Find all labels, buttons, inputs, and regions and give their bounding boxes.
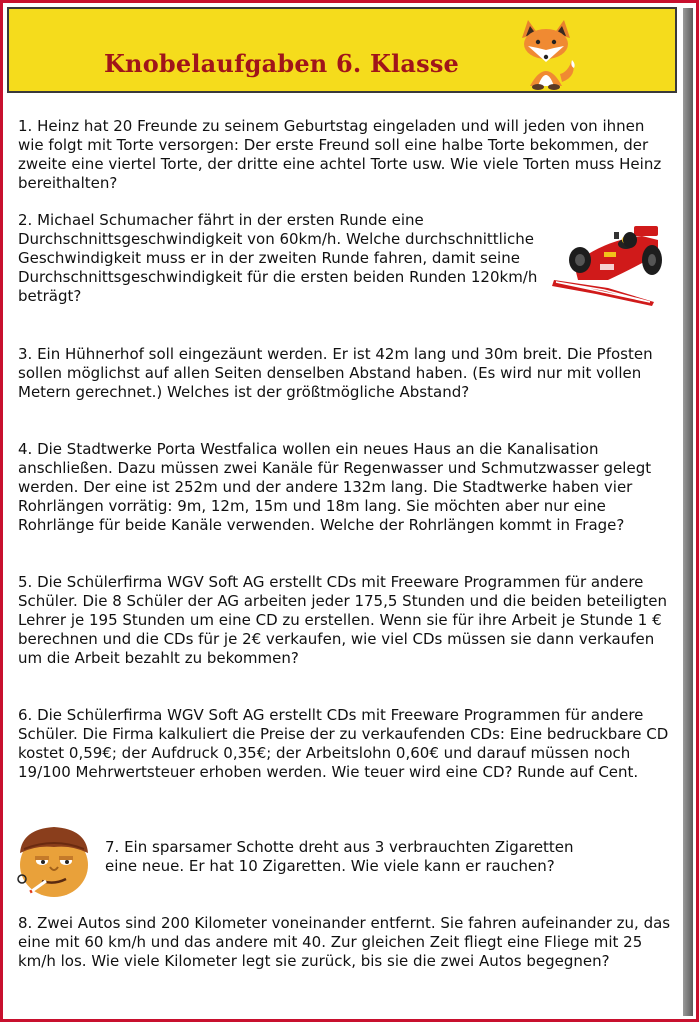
task-5: 5. Die Schülerfirma WGV Soft AG erstellt CDs mit Freeware Programmen für andere Schüler. Die 8 Schüler der AG arbeiten jeder 175,5 Stunden und die beiden beteiligten Lehrer je 195 Stunden um eine CD zu erstellen. Wenn sie für ihre Arbeit je Stunde 1 € berechnen und die CDs für je 2€ verkaufen, wie viel CDs müssen sie dann verkaufen um die Arbeit bezahlt zu bekommen? <box>18 573 668 667</box>
smoking-man-icon <box>12 823 96 901</box>
task-2: 2. Michael Schumacher fährt in der ersten Runde eine Durchschnittsgeschwindigkeit von 60km/h. Welche durchschnittliche Geschwindigkeit muss er in der zweiten Runde fahren, damit seine Durchschnittsgeschwindigkeit für die ersten beiden Runden 120km/h beträgt? <box>18 211 538 305</box>
task-8: 8. Zwei Autos sind 200 Kilometer voneinander entfernt. Sie fahren aufeinander zu, das eine mit 60 km/h und das andere mit 40. Zur gleichen Zeit fliegt eine Fliege mit 25 km/h los. Wie viele Kilometer legt sie zurück, bis sie die zwei Autos begegnen? <box>18 914 671 970</box>
task-1: 1. Heinz hat 20 Freunde zu seinem Geburtstag eingeladen und will jeden von ihnen wie folgt mit Torte versorgen: Der erste Freund soll eine halbe Torte bekommen, der zweite eine viertel Torte, der dritte eine achtel Torte usw. Wie viele Torten muss Heinz bereithalten? <box>18 117 662 192</box>
race-car-icon <box>548 224 670 308</box>
page-shadow <box>683 8 693 1016</box>
fox-icon <box>514 16 578 92</box>
task-3: 3. Ein Hühnerhof soll eingezäunt werden. Er ist 42m lang und 30m breit. Die Pfosten sollen möglichst auf allen Seiten denselben Abstand haben. (Es wird nur mit vollen Metern gerechnet.) Welches ist der größtmögliche Abstand? <box>18 345 653 401</box>
task-6: 6. Die Schülerfirma WGV Soft AG erstellt CDs mit Freeware Programmen für andere Schüler. Die Firma kalkuliert die Preise der zu verkaufenden CDs: Eine bedruckbare CD kostet 0,59€; der Aufdruck 0,35€; der Arbeitslohn 0,60€ und darauf müssen noch 19/100 Mehrwertsteuer erhoben werden. Wie teuer wird eine CD? Runde auf Cent. <box>18 706 669 781</box>
header-banner <box>7 7 677 93</box>
task-4: 4. Die Stadtwerke Porta Westfalica wollen ein neues Haus an die Kanalisation anschließen. Dazu müssen zwei Kanäle für Regenwasser und Schmutzwasser gelegt werden. Der eine ist 252m und der andere 132m lang. Die Stadtwerke haben vier Rohrlängen vorrätig: 9m, 12m, 15m und 18m lang. Sie möchten aber nur eine Rohrlänge für beide Kanäle verwenden. Welche der Rohrlängen kommt in Frage? <box>18 440 652 534</box>
task-7: 7. Ein sparsamer Schotte dreht aus 3 verbrauchten Zigaretten eine neue. Er hat 10 Zigaretten. Wie viele kann er rauchen? <box>105 838 574 875</box>
page-title: Knobelaufgaben 6. Klasse <box>104 49 460 78</box>
